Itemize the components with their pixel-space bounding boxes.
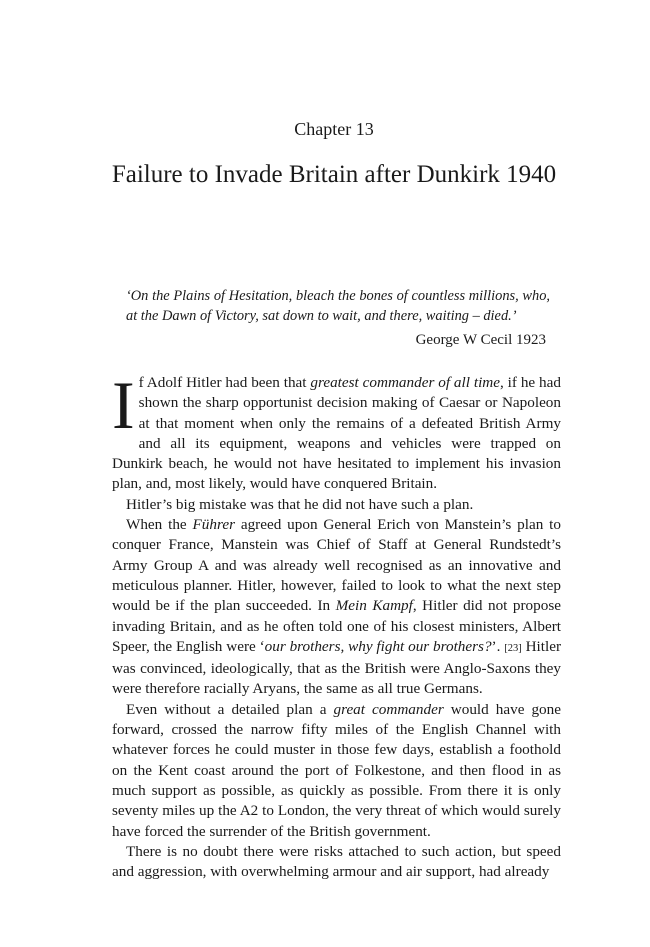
text-run: would have gone forward, crossed the narrow fifty miles of the English Channel with whatever forces he could muster in those few days, establish a foothold on the Kent coast around the port of Folkestone, and then flood in as much support as possible, as quickly as possible. From there it is only seventy miles up the A2 to London, the very threat of which would surely have forced the surrender of the British government. [112, 700, 561, 840]
emphasis: great commander [333, 700, 444, 718]
body-text [112, 367, 562, 882]
emphasis: greatest commander of all time [310, 374, 500, 391]
paragraph-2: Hitler’s big mistake was that he did not have such a plan. [126, 495, 474, 513]
text-run: agreed upon General Erich von Manstein’s plan to conquer France, Manstein was Chief of Staff at General Rundstedt’s Army Group A and was already well recognised as an innovative and meticulous planner. Hitler, however, failed to look to what the next step would be if the plan succeeded. In [112, 516, 561, 615]
drop-cap: I [112, 367, 135, 443]
paragraph-5: There is no doubt there were risks attached to such action, but speed and aggression, with overwhelming armour and air support, had already [112, 842, 561, 881]
text-run: , if he had shown the sharp opportunist decision making of Caesar or Napoleon at that moment when only the remains of a defeated British Army and all its equipment, weapons and vehicles were trapped on Dunkirk beach, he would not have hesitated to implement his invasion plan, and, most likely, would have conquered Britain. [112, 374, 561, 493]
text-run: Even without a detailed plan a [126, 700, 334, 718]
emphasis: Mein Kampf [335, 597, 413, 615]
paragraph-3 [112, 515, 561, 700]
text-run: When the [126, 516, 193, 534]
chapter-title: Failure to Invade Britain after Dunkirk 1940 [111, 161, 557, 188]
epigraph-quote: ‘On the Plains of Hesitation, bleach the bones of countless millions, who, at the Dawn of Victory, sat down to wait, and there, waiting – died.’ [126, 288, 550, 324]
chapter-number: Chapter 13 [294, 119, 374, 139]
paragraph-4 [112, 700, 561, 842]
text-run: Hitler was convinced, ideologically, that as the British were Anglo-Saxons they were therefore racially Aryans, the same as all true Germans. [112, 637, 562, 698]
text-run: , Hitler did not propose invading Britain, and as he often told one of his closest ministers, Albert Speer, the English were ‘ [112, 597, 561, 655]
paragraph-1 [112, 367, 561, 495]
text-run: f Adolf Hitler had been that [138, 374, 311, 391]
reference-marker: [23] [504, 642, 522, 654]
epigraph-author: George W Cecil 1923 [415, 332, 546, 348]
emphasis: our brothers, why fight our brothers? [264, 637, 492, 655]
emphasis: Führer [192, 516, 235, 534]
text-run: ’. [491, 637, 505, 655]
